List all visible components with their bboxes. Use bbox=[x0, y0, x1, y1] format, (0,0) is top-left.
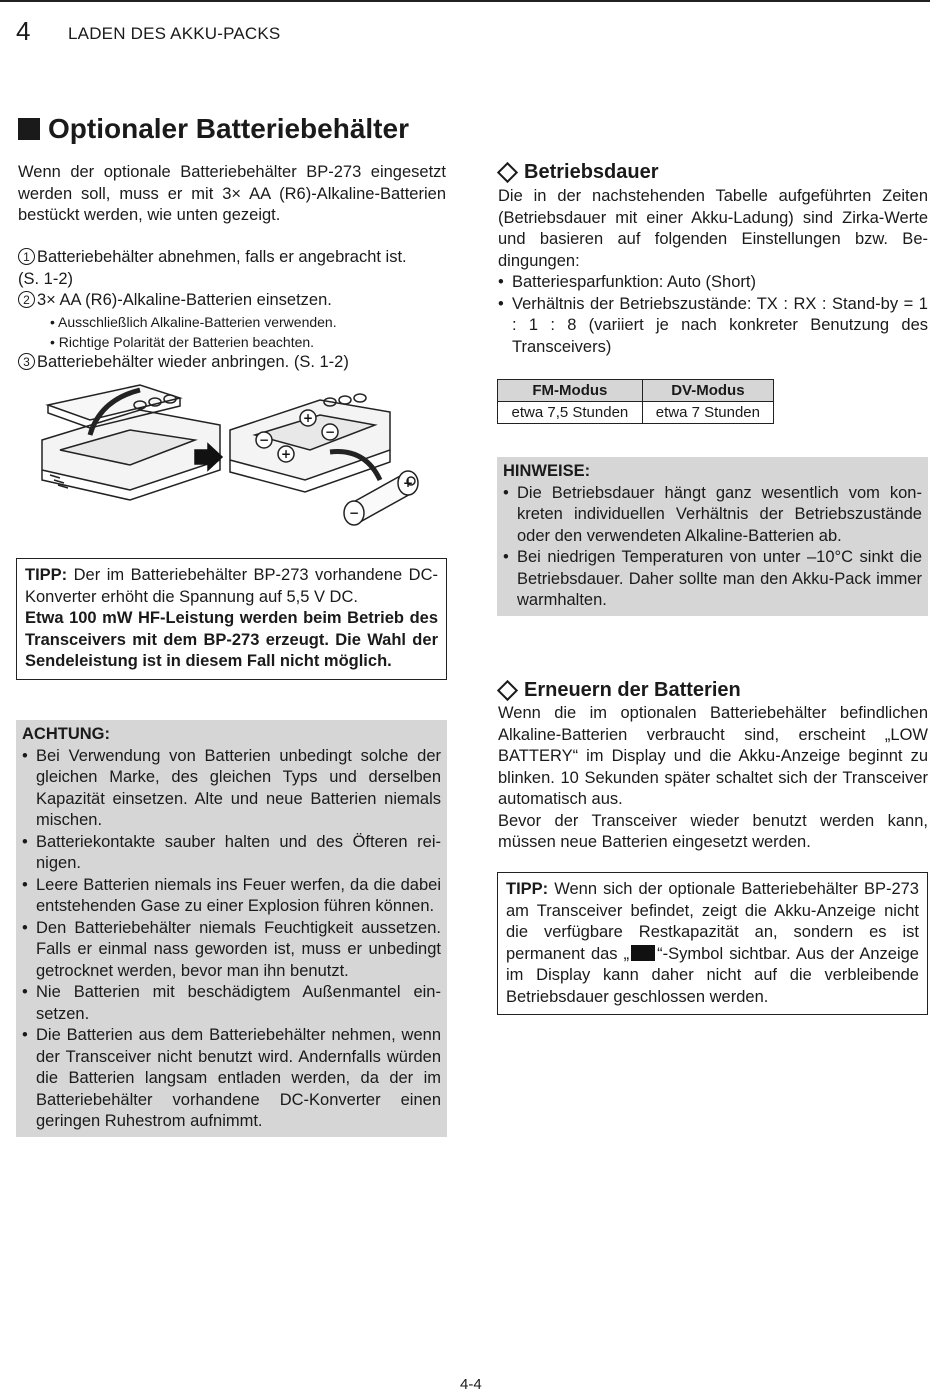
page-number: 4 bbox=[16, 16, 31, 46]
notes-item: • Die Betriebsdauer hängt ganz wesentlich vom konkreten individuellen Verhältnis der Betriebszustände oder den verwendeten Alkaline-Batterien ab. bbox=[503, 483, 922, 545]
caution-item: • Den Batteriebehälter niemals Feuchtigkeit aussetzen. Falls er einmal nass geworden ist, muss er unbedingt getrocknet werden, bevor man ihn benutzt. bbox=[22, 918, 441, 980]
table-cell: etwa 7 Stunden bbox=[642, 402, 773, 424]
battery-case-illustration bbox=[30, 380, 440, 540]
tip-box: TIPP: Wenn sich der optionale Batteriebehälter BP-273 am Transceiver befindet, zeigt die Akku-Anzeige nicht die verfügbare Restkapazität an, sondern es ist permanent das „ “-Symbol sichtbar. Aus der Anzeige im Display kann daher nicht auf die verbleibende Betriebsdauer geschlossen werden. bbox=[497, 872, 928, 1015]
condition-item: • Batteriesparfunktion: Auto (Short) bbox=[498, 273, 756, 291]
erneuern-text: Wenn die im optionalen Batteriebehälter befindlichen Alkaline-Batterien verbraucht sind, erscheint „LOW BATTERY“ im Display und die Akku-Anzeige beginnt zu blinken. 10 Sekunden später schaltet sich der Transceiver automatisch aus. Bevor der Transceiver wieder benutzt werden kann, müssen neue Batterien eingesetzt werden. bbox=[498, 704, 928, 851]
chapter-title: LADEN DES AKKU-PACKS bbox=[68, 24, 281, 43]
tip-text: Der im Batteriebehälter BP-273 vorhandene DC-Konverter erhöht die Spannung auf 5,5 V DC. bbox=[25, 566, 438, 606]
subsection-title: Betriebsdauer bbox=[524, 161, 659, 183]
header-rule bbox=[0, 0, 930, 2]
table-cell: etwa 7,5 Stunden bbox=[498, 402, 643, 424]
betriebsdauer-text: Die in der nachstehenden Tabelle aufgeführten Zeiten (Betriebsdauer mit einer Akku-Ladung) sind Zirka-Werte und basieren auf folgenden Einstellungen bzw. Bedingungen: • Batteriesparfunktion: Auto (Short) • Verhältnis der Betriebszustände: TX : RX : Stand-by = 1 : 1 : 8 (variiert je nach konkreter Benutzung des Transceivers) bbox=[498, 186, 928, 358]
section-title: Optionaler Batteriebehälter bbox=[48, 113, 409, 144]
step-number: 1 bbox=[18, 248, 35, 265]
caution-title: ACHTUNG: bbox=[22, 725, 110, 743]
runtime-table bbox=[497, 379, 774, 424]
step-2-note: • Richtige Polarität der Batterien beachten. bbox=[50, 333, 315, 350]
plus-symbol: + bbox=[302, 411, 314, 425]
condition-item: • Verhältnis der Betriebszustände: TX : RX : Stand-by = 1 : 1 : 8 (variiert je nach konkreter Benutzung des Transceivers) bbox=[498, 294, 928, 356]
caution-item: • Bei Verwendung von Batterien unbedingt solche der gleichen Marke, des gleichen Typs und derselben Kapazität einsetzen. Alte und neue Batterien niemals mischen. bbox=[22, 746, 441, 829]
tip-bold-text: Etwa 100 mW HF-Leistung werden beim Betrieb des Transceivers mit dem BP-273 erzeugt. Die Wahl der Sendeleistung ist in diesem Fall nicht möglich. bbox=[25, 609, 438, 670]
table-header: FM-Modus bbox=[498, 380, 643, 402]
page-footer: 4-4 bbox=[460, 1376, 482, 1393]
minus-symbol: − bbox=[348, 506, 360, 520]
notes-box bbox=[497, 457, 928, 616]
plus-symbol: + bbox=[402, 476, 414, 490]
notes-item: • Bei niedrigen Temperaturen von unter –10°C sinkt die Betriebsdauer. Daher sollte man den Akku-Pack immer warmhalten. bbox=[503, 548, 922, 609]
step-1-continued: (S. 1-2) bbox=[18, 269, 74, 288]
tip-box bbox=[16, 558, 447, 680]
subsection-heading bbox=[496, 679, 741, 702]
step-1: 1 Batteriebehälter abnehmen, falls er angebracht ist. bbox=[18, 247, 448, 269]
table-header: DV-Modus bbox=[642, 380, 773, 402]
caution-item: • Batteriekontakte sauber halten und des Öfteren reinigen. bbox=[22, 832, 441, 872]
battery-insert-case-icon bbox=[230, 394, 390, 492]
minus-symbol: − bbox=[324, 425, 336, 439]
tip-label: TIPP: bbox=[25, 566, 68, 584]
minus-symbol: − bbox=[258, 433, 270, 447]
subsection-title: Erneuern der Batterien bbox=[524, 679, 741, 701]
tip-label: TIPP: bbox=[506, 880, 549, 898]
diamond-icon bbox=[497, 162, 518, 183]
section-heading bbox=[18, 113, 409, 145]
step-number: 2 bbox=[18, 291, 35, 308]
caution-item: • Leere Batterien niemals ins Feuer werfen, da die dabei entstehenden Gase zu einer Explosion führen können. bbox=[22, 875, 441, 915]
step-2: 2 3× AA (R6)-Alkaline-Batterien einsetzen. bbox=[18, 290, 448, 312]
open-battery-case-icon bbox=[42, 385, 220, 500]
caution-box bbox=[16, 720, 447, 1137]
plus-symbol: + bbox=[280, 447, 292, 461]
battery-symbol-icon bbox=[631, 945, 655, 961]
steps-list bbox=[18, 247, 448, 373]
notes-title: HINWEISE: bbox=[503, 462, 591, 480]
step-3: 3 Batteriebehälter wieder anbringen. (S. 1-2) bbox=[18, 352, 448, 374]
step-number: 3 bbox=[18, 353, 35, 370]
step-2-note: • Ausschließlich Alkaline-Batterien verwenden. bbox=[50, 313, 337, 330]
caution-item: • Die Batterien aus dem Batteriebehälter nehmen, wenn der Transceiver nicht benutzt wird. Andernfalls würden die Batterien langsam entladen werden, da der im Batteriebehälter vorhandene DC-Konverter einen geringen Ruhestrom aufnimmt. bbox=[22, 1026, 441, 1130]
subsection-heading bbox=[496, 161, 659, 184]
caution-item: • Nie Batterien mit beschädigtem Außenmantel einsetzen. bbox=[22, 983, 441, 1023]
square-bullet-icon bbox=[18, 118, 40, 140]
intro-paragraph: Wenn der optionale Batteriebehälter BP-273 eingesetzt werden soll, muss er mit 3× AA (R6)-Alkaline-Batterien bestückt werden, wie unten gezeigt. bbox=[18, 163, 446, 224]
diamond-icon bbox=[497, 680, 518, 701]
